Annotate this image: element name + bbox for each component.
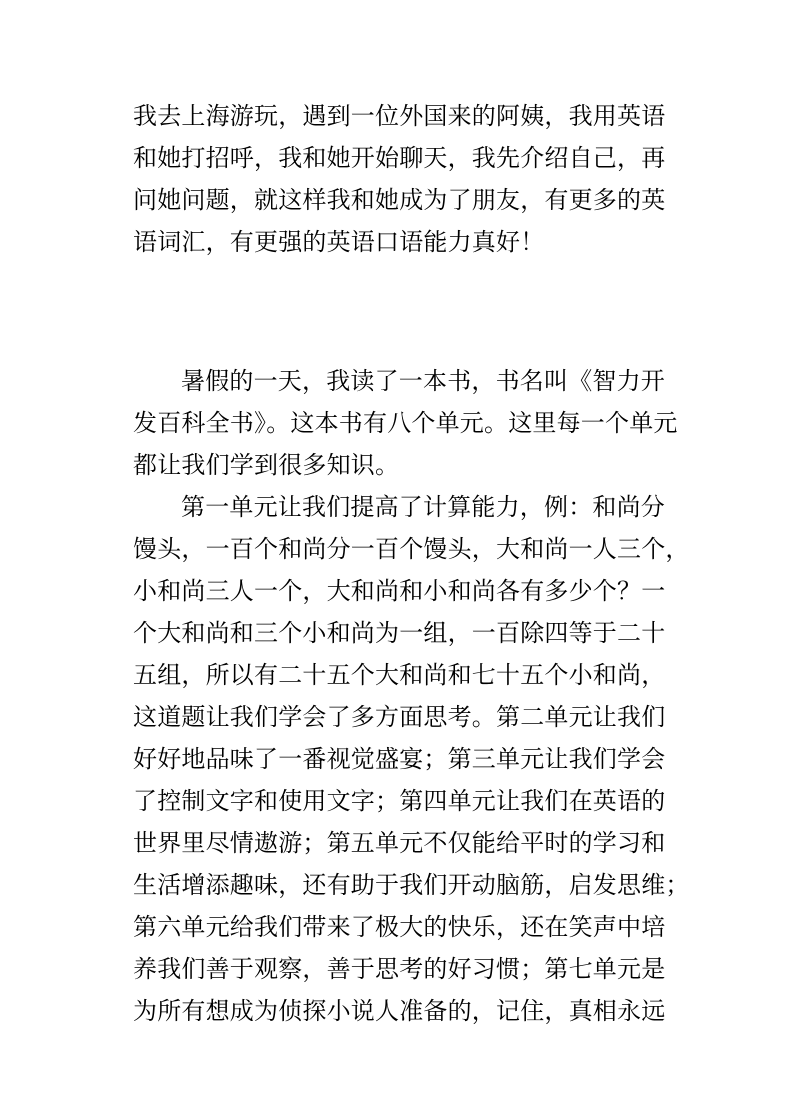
paragraph-1-line-4: 语词汇，有更强的英语口语能力真好！ [133, 228, 545, 256]
paragraph-1-line-3: 问她问题，就这样我和她成为了朋友，有更多的英 [133, 186, 666, 214]
paragraph-1-line-2: 和她打招呼，我和她开始聊天，我先介绍自己，再 [133, 144, 666, 172]
paragraph-3-line-10: 生活增添趣味，还有助于我们开动脑筋，启发思维； [133, 871, 690, 899]
paragraph-3-line-7: 好好地品味了一番视觉盛宴；第三单元让我们学会 [133, 745, 666, 773]
paragraph-3-line-11: 第六单元给我们带来了极大的快乐，还在笑声中培 [133, 913, 666, 941]
paragraph-3-line-3: 小和尚三人一个，大和尚和小和尚各有多少个？一 [133, 577, 666, 605]
paragraph-3-line-4: 个大和尚和三个小和尚为一组，一百除四等于二十 [133, 619, 666, 647]
paragraph-2-line-3: 都让我们学到很多知识。 [133, 451, 400, 479]
paragraph-3-line-6: 这道题让我们学会了多方面思考。第二单元让我们 [133, 703, 666, 731]
paragraph-3-line-5: 五组，所以有二十五个大和尚和七十五个小和尚， [133, 661, 666, 689]
paragraph-3-line-2: 馒头，一百个和尚分一百个馒头，大和尚一人三个， [133, 535, 690, 563]
paragraph-1-line-1: 我去上海游玩，遇到一位外国来的阿姨，我用英语 [133, 102, 666, 130]
paragraph-2-line-2: 发百科全书》。这本书有八个单元。这里每一个单元 [133, 409, 678, 437]
paragraph-3-line-9: 世界里尽情遨游；第五单元不仅能给平时的学习和 [133, 829, 666, 857]
paragraph-3-line-1: 第一单元让我们提高了计算能力，例：和尚分 [181, 493, 665, 521]
paragraph-3-line-8: 了控制文字和使用文字；第四单元让我们在英语的 [133, 787, 666, 815]
paragraph-3-line-12: 养我们善于观察，善于思考的好习惯；第七单元是 [133, 955, 666, 983]
paragraph-3-line-13: 为所有想成为侦探小说人准备的，记住，真相永远 [133, 997, 666, 1025]
paragraph-2-line-1: 暑假的一天，我读了一本书，书名叫《智力开 [181, 367, 665, 395]
